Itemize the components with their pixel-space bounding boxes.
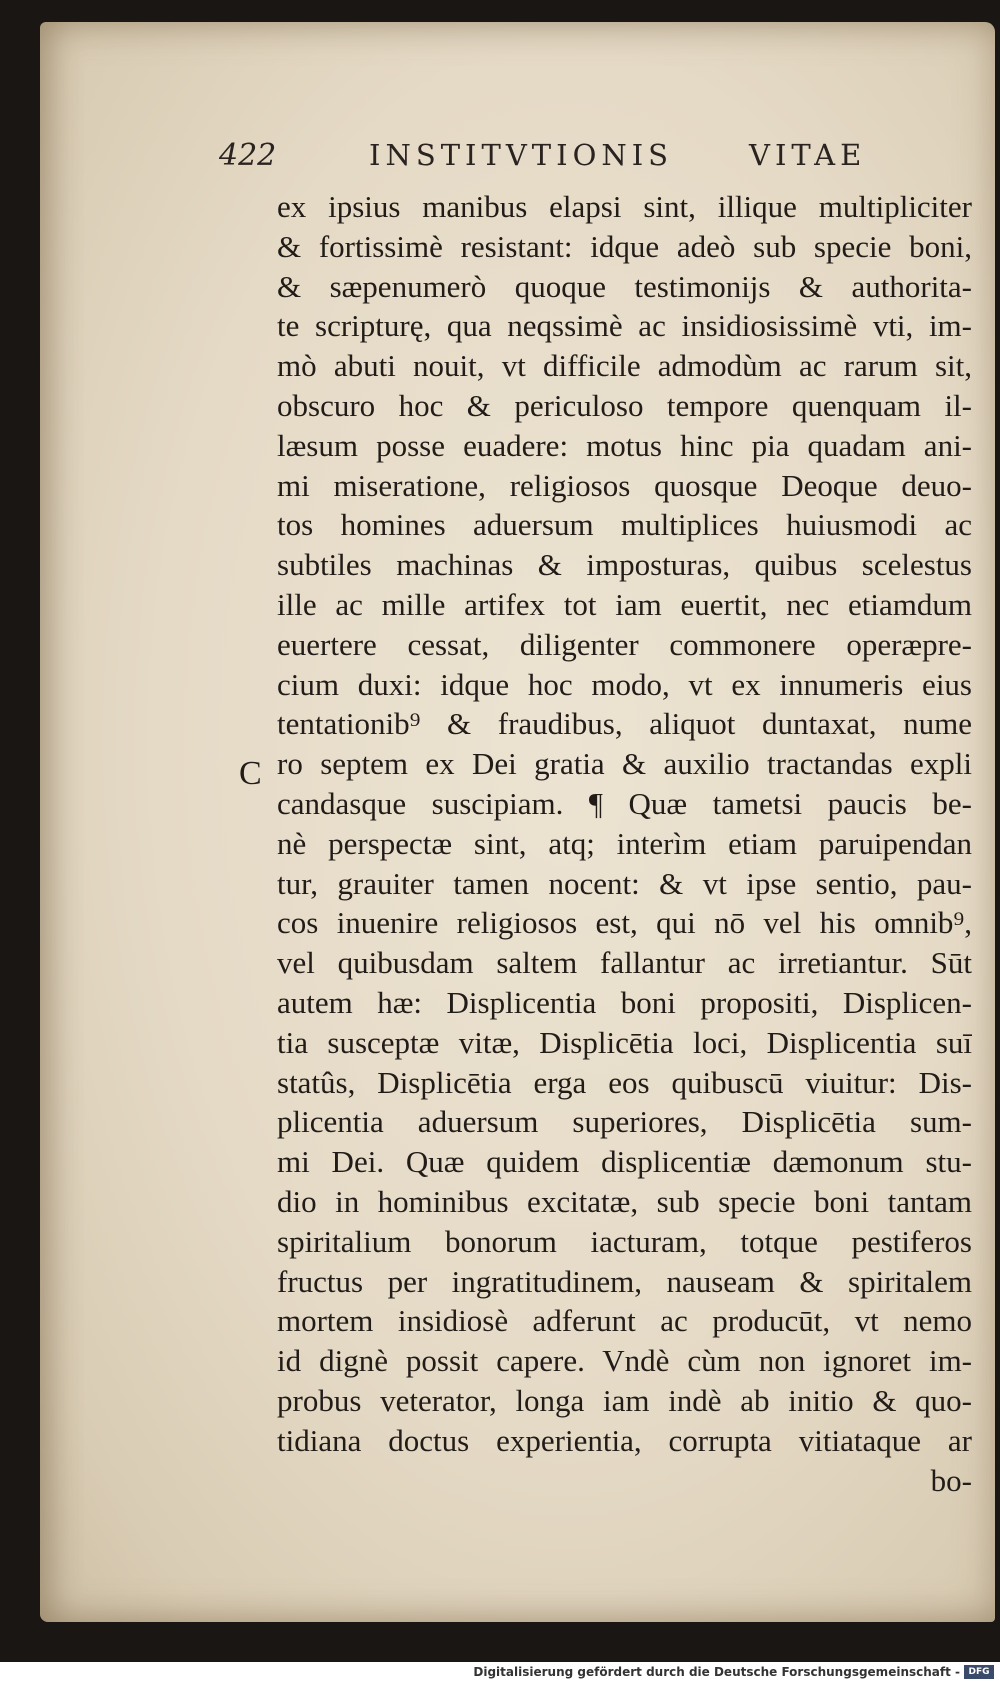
text-line: mi Dei. Quæ quidem displicentiæ dæmonum stu- (277, 1144, 972, 1180)
digitization-footer (0, 1662, 1000, 1682)
text-line: te scripturę, qua neqssimè ac insidiosissimè vti, im- (277, 308, 972, 344)
text-line: tidiana doctus experientia, corrupta vitiataque ar (277, 1422, 972, 1458)
page-number: 422 (219, 138, 277, 173)
text-line: autem hæ: Displicentia boni propositi, Displicen- (277, 984, 972, 1020)
text-line: statûs, Displicētia erga eos quibuscū viuitur: Dis- (277, 1064, 972, 1100)
text-line: ille ac mille artifex tot iam euertit, nec etiamdum (277, 586, 972, 622)
text-line: tur, grauiter tamen nocent: & vt ipse sentio, pau- (277, 865, 972, 901)
text-line: euertere cessat, diligenter commonere operæpre- (277, 626, 972, 662)
text-line: candasque suscipiam. ¶ Quæ tametsi paucis be- (277, 785, 972, 821)
text-line: tia susceptæ vitæ, Displicētia loci, Displicentia suī (277, 1024, 972, 1060)
text-line: cos inuenire religiosos est, qui nō vel his omnib⁹, (277, 905, 972, 941)
text-line: mò abuti nouit, vt difficile admodùm ac rarum sit, (277, 348, 972, 384)
dfg-logo-icon: DFG (964, 1665, 994, 1679)
text-line: mortem insidiosè adferunt ac producūt, vt nemo (277, 1303, 972, 1339)
text-line: plicentia aduersum superiores, Displicētia sum- (277, 1104, 972, 1140)
text-line: obscuro hoc & periculoso tempore quenquam il- (277, 387, 972, 423)
running-head-title-right: VITAE (749, 138, 867, 172)
catchword: bo- (930, 1462, 972, 1498)
text-line: nè perspectæ sint, atq; interìm etiam paruipendan (277, 825, 972, 861)
text-line: & sæpenumerò quoque testimonijs & authorita- (277, 268, 972, 304)
text-line: spiritalium bonorum iacturam, totque pestiferos (277, 1223, 972, 1259)
text-line: & fortissimè resistant: idque adeò sub specie boni, (277, 228, 972, 264)
text-line: subtiles machinas & imposturas, quibus scelestus (277, 547, 972, 583)
text-line: ro septem ex Dei gratia & auxilio tractandas expli (277, 746, 972, 782)
text-line: læsum posse euadere: motus hinc pia quadam ani- (277, 427, 972, 463)
running-head-title-left: INSTITVTIONIS (369, 138, 674, 172)
marginal-letter: C (239, 755, 262, 792)
text-line: vel quibusdam saltem fallantur ac irretiantur. Sūt (277, 945, 972, 981)
footer-credit: Digitalisierung gefördert durch die Deutsche Forschungsgemeinschaft - (473, 1665, 960, 1679)
text-line: mi miseratione, religiosos quosque Deoque deuo- (277, 467, 972, 503)
text-line: tos homines aduersum multiplices huiusmodi ac (277, 507, 972, 543)
text-line: probus veterator, longa iam indè ab initio & quo- (277, 1382, 972, 1418)
text-line: dio in hominibus excitatæ, sub specie boni tantam (277, 1183, 972, 1219)
text-line: cium duxi: idque hoc modo, vt ex innumeris eius (277, 666, 972, 702)
text-line: ex ipsius manibus elapsi sint, illique multipliciter (277, 189, 972, 224)
body-text (277, 187, 972, 1500)
text-line: fructus per ingratitudinem, nauseam & spiritalem (277, 1263, 972, 1299)
running-head (219, 134, 879, 184)
text-line: id dignè possit capere. Vndè cùm non ignoret im- (277, 1343, 972, 1379)
text-line: tentationib⁹ & fraudibus, aliquot duntaxat, nume (277, 706, 972, 742)
